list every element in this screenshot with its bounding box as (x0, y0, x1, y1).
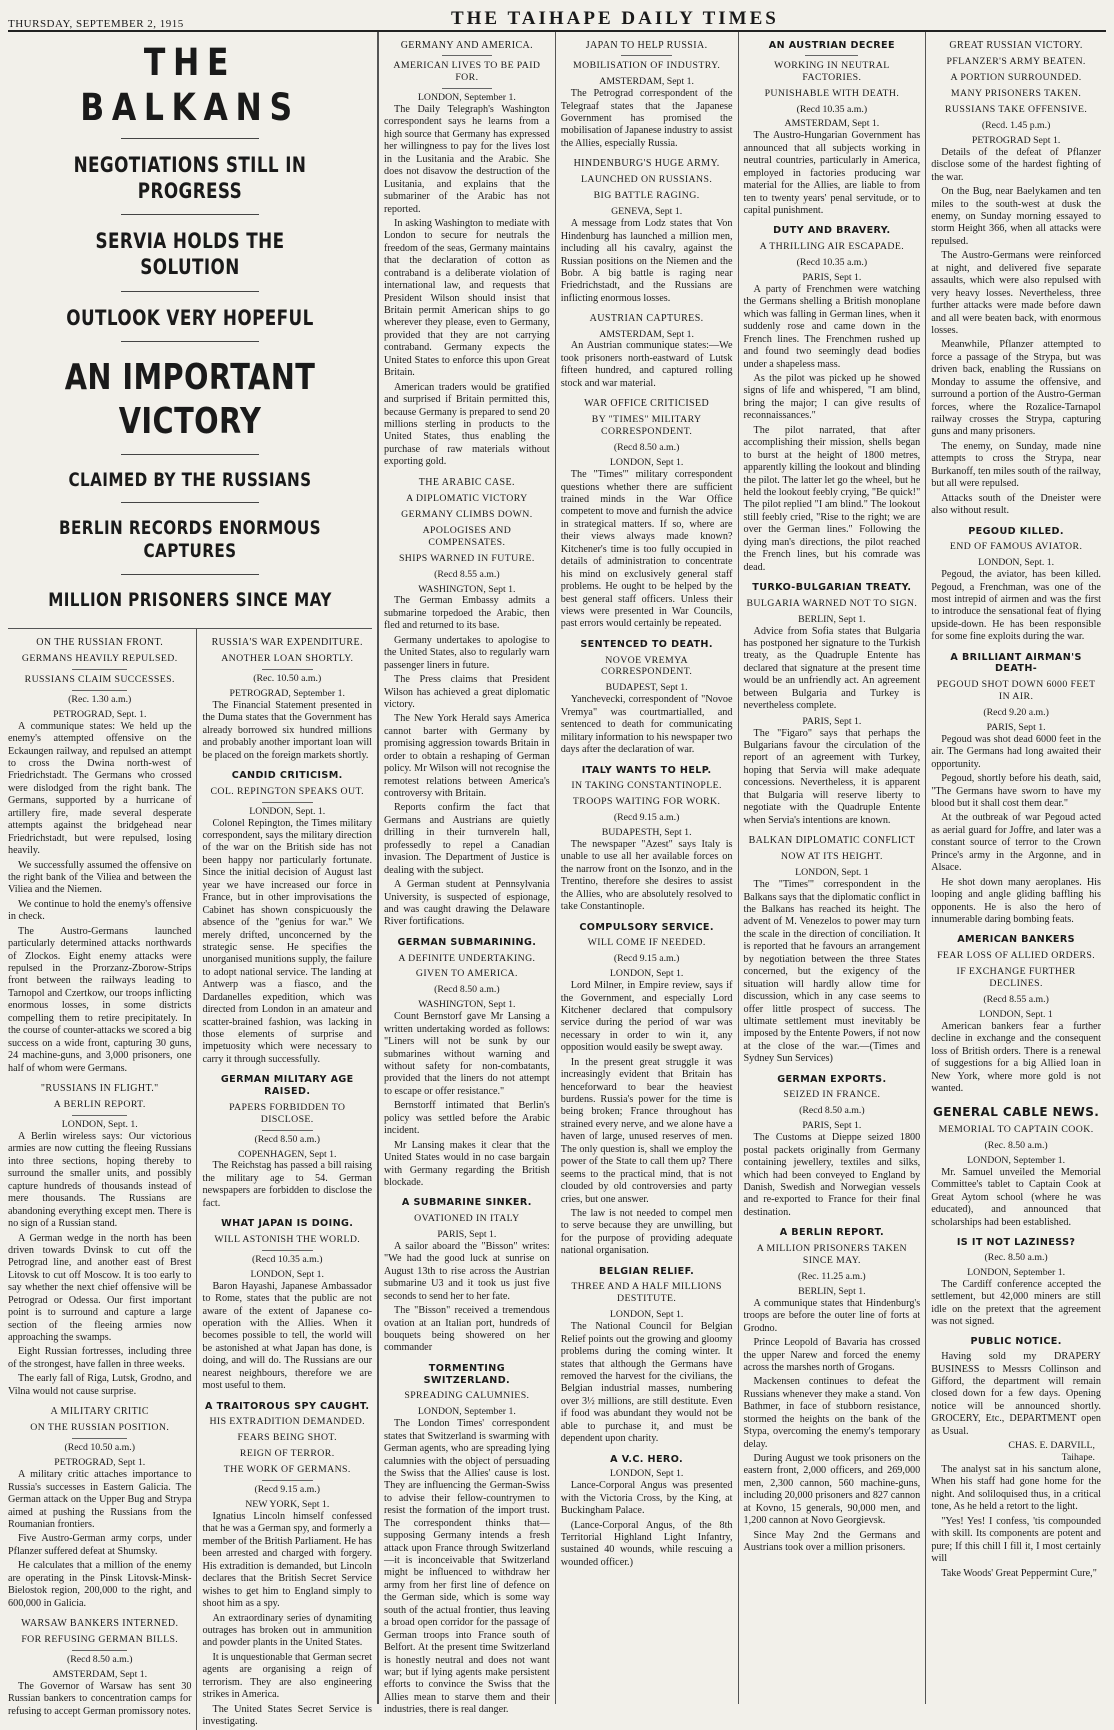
received-time: (Rec. 1.30 a.m.) (68, 693, 132, 705)
paragraph: The Customs at Dieppe seized 1800 postal packets originally from Germany containing jewellery, textiles and silks, which had been conveyed to England by Danish, Swedish and Norwegian vessels and re-exported to France for their final destination. (743, 1132, 921, 1218)
paragraph: We successfully assumed the offensive on the right bank of the Viliea and between the Viliea and the Niemen. (8, 859, 192, 896)
article-subhead: MANY PRISONERS TAKEN. (950, 88, 1082, 100)
paragraph: A party of Frenchmen were watching the Germans shelling a British monoplane which was falling in German lines, when it suddenly rose and came down in the French lines. The Frenchmen rushed up and found two seemingly dead bodies under a shapeless mass. (743, 283, 921, 370)
article-subhead: A THRILLING AIR ESCAPADE. (759, 241, 905, 253)
signature-place: Taihape. (1061, 1452, 1095, 1464)
paragraph: The German Embassy admits a submarine torpedoed the Arabic, then fled and returned to its base. (384, 595, 550, 632)
paragraph: Lance-Corporal Angus was presented with the Victoria Cross, by the King, at Buckingham Palace. (560, 1480, 733, 1517)
article-headline: AN AUSTRIAN DECREE (768, 40, 895, 51)
dateline: LONDON, September 1. (967, 1154, 1066, 1166)
dateline: AMSTERDAM, Sept 1. (784, 118, 880, 130)
banner-claimed: CLAIMED BY THE RUSSIANS (68, 469, 312, 492)
paragraph: The Reichstag has passed a bill raising the military age to 54. German newspapers are forbidden to disclose the fact. (202, 1160, 372, 1209)
dateline: PETROGRAD, September 1. (229, 687, 345, 699)
column-austrian-decree (739, 32, 927, 1704)
paragraph: Prince Leopold of Bavaria has crossed the upper Narew and forced the enemy across the marshes north of Grogans. (743, 1337, 921, 1373)
article-subhead: WILL COME IF NEEDED. (587, 937, 706, 949)
article-headline: GERMAN EXPORTS. (777, 1073, 887, 1085)
article-subhead: WILL ASTONISH THE WORLD. (214, 1233, 361, 1245)
article-headline: GREAT RUSSIAN VICTORY. (949, 40, 1083, 51)
dateline: LONDON, Sept. 1. (61, 1119, 138, 1131)
article-subhead: GERMANY CLIMBS DOWN. (401, 508, 533, 520)
article-subhead: BIG BATTLE RAGING. (593, 190, 700, 202)
paragraph: Advice from Sofia states that Bulgaria has postponed her signature to the Turkish treaty, as the Quadruple Entente has declared that signature at the present time would be an unfriendly act. An agreement between Bulgaria and Turkey is nevertheless complete. (743, 625, 921, 712)
article-headline: ON THE RUSSIAN FRONT. (36, 636, 164, 648)
article-subhead: SHIPS WARNED IN FUTURE. (398, 552, 535, 564)
paragraph: The United States Secret Service is investigating. (202, 1703, 372, 1727)
paragraph: The Petrograd correspondent of the Telegraaf states that the Japanese Government has promised the mobilisation of Japanese industry to assist the Allies, especially Russia. (560, 88, 733, 149)
dateline: PARIS, Sept 1. (802, 715, 862, 727)
article-headline: SENTENCED TO DEATH. (580, 638, 713, 650)
paragraph: A communique states that Hindenburg's troops are before the outer line of forts at Grodno. (743, 1297, 921, 1334)
received-time: (Recd. 1.45 p.m.) (981, 119, 1051, 131)
paragraph: Baron Hayashi, Japanese Ambassador to Rome, states that the public are not aware of the extent of Japanese co-operation with the Allies. When it becomes possible to tell, the world will be astonished at what Japan has done, is doing, and will do. The Russians are our nearest neighbours, therefore we are most useful to them. (202, 1280, 372, 1392)
article-headline: BALKAN DIPLOMATIC CONFLICT (748, 835, 916, 847)
paragraph: The Austro-Germans were reinforced at night, and delivered five separate assaults, which were also repulsed with very heavy losses. Nevertheless, three further attacks were made before dawn and all were beaten back, with enormous losses. (931, 250, 1101, 336)
dateline: LONDON, Sept. 1. (978, 557, 1055, 569)
article-headline: RUSSIA'S WAR EXPENDITURE. (211, 636, 363, 648)
article-headline: AMERICAN BANKERS (957, 934, 1075, 946)
article-headline: THE ARABIC CASE. (418, 476, 515, 488)
dateline: BERLIN, Sept 1. (798, 613, 866, 625)
article-subhead: THREE AND A HALF MILLIONS DESTITUTE. (571, 1281, 722, 1305)
dateline: LONDON, Sept 1. (609, 1309, 684, 1321)
dateline: AMSTERDAM, Sept 1. (52, 1669, 148, 1681)
dateline: LONDON, Sept 1. (609, 968, 684, 980)
paragraph: Mr Lansing makes it clear that the United States would in no case bargain with Germany regarding the British blockade. (384, 1139, 550, 1188)
article-subhead: REIGN OF TERROR. (239, 1448, 335, 1460)
paragraph: Yanchevecki, correspondent of "Novoe Vremya" was courtmartialled, and sentenced to death for communicating military information to his newspaper two days after the declaration of war. (560, 694, 733, 756)
paragraph: Lord Milner, in Empire review, says if the Government, and especially Lord Kitchener declared that compulsory service during the period of war was necessary in order to win it, any opposition would easily be swept away. (560, 980, 733, 1054)
article-headline: WHAT JAPAN IS DOING. (221, 1218, 354, 1230)
article-subhead: SPREADING CALUMNIES. (404, 1390, 530, 1402)
article-subhead: IF EXCHANGE FURTHER DECLINES. (956, 966, 1076, 989)
dateline: LONDON, Sept 1. (609, 1468, 684, 1480)
paragraph: The "Figaro" says that perhaps the Bulgarians favour the circulation of the report of an agreement with Turkey, hoping that Servia will make adequate concessions. Nevertheless, it is apparent that Bulgaria will reserve liberty to negotiate with the Quadruple Entente when Servia's intentions are known. (743, 727, 921, 826)
article-headline: PEGOUD KILLED. (968, 525, 1064, 537)
paragraph: American traders would be gratified and surprised if Britain permitted this, because Germany is prepared to send 20 millions sterling in products to the United States, thus enabling the purchase of raw materials without exporting gold. (384, 381, 550, 468)
paragraph: The newspaper "Azest" says Italy is unable to use all her available forces on the narrow front on the Isonzo, and in the Trentino, therefore she desires to assist the Allies, who are absolutely resolved to take Constantinople. (560, 838, 733, 913)
paragraph: Reports confirm the fact that Germans and Austrians are quietly drilling in their turnvereln hall, professedly to repel a Canadian invasion. The Department of Justice is dealing with the subject. (384, 802, 550, 876)
received-time: (Recd 10.35 a.m.) (796, 257, 868, 269)
paragraph: The pilot narrated, that after accomplishing their mission, shells began to burst at the height of 1800 metres, apparently killing the lookout and blinding the pilot. The latter let go the wheel, but he held the lookout feebly crying, "Be quick!" The pilot replied "I am blind." The lookout still feebly cried, "Rise to the right; we are over the German lines." Following the dying man's directions, the pilot reached the French lines, but his comrade was dead. (743, 424, 921, 573)
article-subhead: NOVOE VREMYA CORRESPONDENT. (601, 654, 693, 678)
article-headline: PUBLIC NOTICE. (970, 1336, 1062, 1348)
paragraph: A military critic attaches importance to Russia's successes in Eastern Galicia. The German attack on the Upper Bug and Strypa aimed at pushing the Russians from the Roumanian frontiers. (8, 1469, 192, 1530)
paragraph: Ignatius Lincoln himself confessed that he was a German spy, and formerly a member of the British Parliament. He has been arrested and charged with forgery. His extradition is demanded, but Lincoln declares that the British Secret Service wishes to get him to England simply to shoot him as a spy. (202, 1511, 372, 1610)
received-time: (Rec. 8.50 a.m.) (984, 1140, 1048, 1151)
paragraph: The enemy, on Sunday, made nine attempts to cross the Strypa, near Burkanoff, ten miles south of the railway, but all were repulsed. (931, 440, 1101, 490)
received-time: (Recd 9.20 a.m.) (983, 706, 1049, 718)
article-subhead: APOLOGISES AND COMPENSATES. (422, 524, 512, 548)
masthead (8, 4, 1106, 32)
paragraph: We continue to hold the enemy's offensive in check. (8, 898, 192, 923)
dateline: PARIS, Sept 1. (986, 721, 1046, 733)
received-time: (Recd 8.50 a.m.) (434, 984, 500, 996)
article-subhead: AMERICAN LIVES TO BE PAID FOR. (393, 60, 541, 84)
paragraph: The Governor of Warsaw has sent 30 Russian bankers to concentration camps for refusing to accept German promissory notes. (8, 1681, 192, 1717)
article-subhead: FOR REFUSING GERMAN BILLS. (21, 1634, 179, 1646)
paragraph: Since May 2nd the Germans and Austrians took over a million prisoners. (743, 1529, 921, 1554)
article-headline: WAR OFFICE CRITICISED (584, 398, 710, 410)
article-subhead: GIVEN TO AMERICA. (415, 968, 518, 980)
article-headline: A BERLIN REPORT. (779, 1227, 885, 1239)
dateline: LONDON, September 1. (967, 1266, 1066, 1278)
article-subhead: NOW AT ITS HEIGHT. (780, 851, 883, 863)
paragraph: "Yes! Yes! I confess, 'tis compounded with skill. Its components are potent and pure; If this chill I fill it, I most certainly will (931, 1515, 1101, 1565)
article-subhead: HIS EXTRADITION DEMANDED. (209, 1416, 366, 1428)
banner-million: MILLION PRISONERS SINCE MAY (48, 588, 332, 611)
paragraph: Five Austro-German army corps, under Pflanzer suffered defeat at Shumsky. (8, 1533, 192, 1557)
dateline: LONDON, Sept 1. (250, 1268, 324, 1280)
paragraph: The London Times' correspondent states that Switzerland is swarming with German agents, who are spreading lying calumnies with the object of persuading the Swiss that the Allies' cause is lost. They are influencing the German-Swiss to advise their fellow-countrymen to resist the formation of the import trust. The correspondent thinks that—supposing Germany intends a fresh attack upon France through Switzerland—it is inconceivable that Switzerland might be influenced to withdraw her army from her first line of defence on the German side, which is some way south of the actual frontier, thus leaving a broad open corridor for the passage of German troops into France south of Belfort. At the present time Switzerland is honestly neutral and does not want war; but if lying agents make persistent efforts to convince the Swiss that the Allies mean to starve them and their industries, there is real danger. (384, 1418, 550, 1716)
article-headline: IS IT NOT LAZINESS? (956, 1237, 1076, 1249)
received-time: (Recd 10.35 a.m.) (796, 103, 868, 115)
received-time: (Recd 8.55 a.m.) (434, 568, 500, 580)
paragraph: In the present great struggle it was increasingly evident that Britain has henceforward to bear the heaviest burdens. Russia's power for the time is being broken; France throughout has strained every nerve, and we alone have a haven of large, unused reserves of men. The only question is, shall we employ the power of the State to call them up? There seems to the practical mind, that is not clouded by old controversies and party cries, but one answer. (560, 1056, 733, 1205)
article-subhead: RUSSIANS TAKE OFFENSIVE. (944, 104, 1088, 115)
article-subhead: A DIPLOMATIC VICTORY (406, 492, 528, 504)
article-subhead: ON THE RUSSIAN POSITION. (30, 1422, 170, 1434)
paper-name: THE TAIHAPE DAILY TIMES (450, 8, 779, 29)
paragraph: The "Bisson" received a tremendous ovation at an Italian port, hundreds of bouquets being showered on her commander (384, 1305, 550, 1354)
received-time: (Recd 8.50 a.m.) (613, 442, 680, 454)
received-time: (Rec. 11.25 a.m.) (798, 1270, 866, 1282)
column-japan-russia (556, 32, 739, 1704)
paragraph: He calculates that a million of the enemy are operating in the Pinsk Litovsk-Minsk-Bielostok region, 200,000 to the right, and 600,000 in Galicia. (8, 1560, 192, 1609)
article-subhead: A BERLIN REPORT. (53, 1099, 146, 1111)
article-headline: WARSAW BANKERS INTERNED. (21, 1618, 179, 1630)
paragraph: Pegoud, the aviator, has been killed. Pegoud, a Frenchman, was one of the most intrepid of airmen and was the first to introduce the sensational feat of flying upside-down. He has been responsible for some fine exploits during the war. (931, 569, 1101, 643)
paragraph: An Austrian communique states:—We took prisoners north-eastward of Lutsk fifteen hundred, and captured rolling stock and war material. (560, 340, 733, 389)
article-headline: GERMAN SUBMARINING. (397, 936, 537, 948)
column-russian-front (8, 629, 197, 1730)
balkans-section (8, 32, 378, 1727)
paragraph: Having sold my DRAPERY BUSINESS to Messrs Collinson and Gifford, the department will remain closed down for a few days. Opening notice will be announced shortly. GROCERY, Etc., DEPARTMENT open as Usual. (931, 1351, 1101, 1437)
paragraph: The Daily Telegraph's Washington correspondent says he learns from a high source that Germany has expressed her willingness to pay for the lives lost in the Lusitania and the Arabic. She does not disavow the destruction of the Lusitania, and explains that the submariner of the Arabic has not reported. (384, 104, 550, 215)
article-subhead: BULGARIA WARNED NOT TO SIGN. (746, 597, 918, 609)
dateline: PETROGRAD, Sept. 1. (53, 708, 147, 720)
dateline: PARIS, Sept 1. (802, 1120, 862, 1132)
article-headline: A TRAITOROUS SPY CAUGHT. (205, 1400, 370, 1412)
paragraph: Count Bernstorf gave Mr Lansing a written undertaking worded as follows: "Liners will not be sunk by our submarines without warning and without safety for non-combatants, provided that the liners do not attempt to escape or offer resistance." (384, 1011, 550, 1097)
dateline: PARIS, Sept 1. (437, 1229, 497, 1241)
article-headline: "RUSSIANS IN FLIGHT." (40, 1082, 159, 1094)
article-headline: COMPULSORY SERVICE. (579, 921, 714, 933)
article-headline: HINDENBURG'S HUGE ARMY. (573, 158, 720, 170)
paragraph: A German wedge in the north has been driven towards Dvinsk to cut off the Petrograd line, and another east of Brest Litovsk to cut off Moscow. It is too early to say whether the next chief offensive will be Petrograd or Odessa. Our first important point is to surround and capture a large section of the fleeing armies now approaching the swamps. (8, 1232, 192, 1344)
article-headline: TORMENTING SWITZERLAND. (423, 1362, 511, 1386)
paragraph: Bernstorff intimated that Berlin's policy was settled before the Arabic incident. (384, 1100, 550, 1137)
dateline: AMSTERDAM, Sept 1. (599, 328, 694, 340)
paragraph: The "Times'" military correspondent questions whether there are sufficient trained minds in the War Office competent to move and furnish the advice in strategical matters. If so, where are their views always made known? Kitchener's time is too fully occupied in details of administration to concentrate his mind on exclusively general staff problems. He ought to be helped by the best general staff officers. Unless their views were presented in War Councils, past errors would certainly be repeated. (560, 469, 733, 630)
dateline: PETROGRAD Sept 1. (971, 134, 1061, 146)
received-time: (Recd 10.50 a.m.) (64, 1442, 135, 1454)
article-headline: BELGIAN RELIEF. (599, 1265, 695, 1277)
article-subhead: MOBILISATION OF INDUSTRY. (572, 60, 721, 72)
received-time: (Recd 8.50 a.m.) (799, 1105, 865, 1117)
received-time: (Recd 9.15 a.m.) (613, 812, 680, 824)
article-headline: GERMAN MILITARY AGE RAISED. (220, 1074, 354, 1098)
paragraph: A German student at Pennsylvania University, is suspected of espionage, and was caught drawing the Delaware River fortifications. (384, 879, 550, 928)
paragraph: The analyst sat in his sanctum alone, When his staff had gone home for the night. And soliloquised thus, in a critical tone, As he held a retort to the light. (931, 1464, 1101, 1513)
paragraph: The Austro-Hungarian Government has announced that all subjects working in neutral countries, particularly in America, employed in factories producing war material for the Allies, are liable to from ten to twenty years' penal servitude, or to capital punishment. (743, 130, 921, 217)
paragraph: The National Council for Belgian Relief points out the growing and gloomy problems during the coming winter. It states that although the Germans have removed the harvest for the civilians, the Belgian industrial masses, numbering over 3½ millions, are still destitute. Even if food was abundant they would not be able to purchase it, and must be dependent upon charity. (560, 1321, 733, 1445)
paragraph: A sailor aboard the "Bisson" writes: "We had the good luck at sunrise on August 13th to rise across the Austrian submarine U3 and it took us just five seconds to send her to her fate. (384, 1240, 550, 1302)
received-time: (Recd 10.35 a.m.) (252, 1253, 323, 1265)
paragraph: In asking Washington to mediate with London to secure for neutrals the freedom of the seas, Germany maintains that the declaration of cotton as contraband is a deliberate violation of international law, and requests that President Wilson should insist that Britain permit American ships to go wherever they please, even to Germany, provided that they are not carrying contraband. Germany expects the United States to enforce this upon Great Britain. (384, 217, 550, 379)
banner-berlin: BERLIN RECORDS ENORMOUS CAPTURES (58, 517, 322, 563)
article-subhead: LAUNCHED ON RUSSIANS. (581, 174, 713, 186)
column-russia-expenditure (197, 629, 372, 1730)
paragraph: On the Bug, near Baelykamen and ten miles to the south-west at dusk the enemy, on Sunday morning essayed to storm Height 366, when all attacks were repulsed. (931, 186, 1101, 247)
column-russian-victory (926, 32, 1106, 1704)
received-time: (Recd 8.55 a.m.) (983, 993, 1049, 1005)
dateline: GENEVA, Sept 1. (611, 206, 683, 218)
paragraph: The Financial Statement presented in the Duma states that the Government has already borrowed six hundred millions and probably another important loan will be placed on the foreign markets shortly. (202, 699, 372, 761)
paragraph: During August we took prisoners on the eastern front, 2,000 officers, and 269,000 men, 2,300 cannon, 560 machine-guns, including 20,000 prisoners and 827 cannon at Kovno, 15 generals, 90,000 men, and 1,200 cannon at Novo Georgievsk. (743, 1453, 921, 1527)
paragraph: Pegoud was shot dead 6000 feet in the air. The Germans had long awaited their opportunity. (931, 733, 1101, 770)
paragraph: The "Times'" correspondent in the Balkans says that the diplomatic conflict in the Balkans has reached its height. The advent of M. Venezelos to power may turn the scale in the direction of conciliation. It is reported that he favours an arrangement by negotiation between the three States concerned, but the exigency of the situation will hardly allow time for discussion, which in any case seems to offer little prospect of success. The ultimate settlement must inevitably be imposed by the Entente Powers, if not now at the close of the war.—(Times and Sydney Sun Services) (743, 879, 921, 1065)
article-headline: A SUBMARINE SINKER. (401, 1197, 532, 1209)
article-headline: CANDID CRITICISM. (231, 769, 343, 781)
paragraph: Pegoud, shortly before his death, said, "The Germans have sworn to have my blood but it shall cost them dear." (931, 773, 1101, 810)
banner-servia: SERVIA HOLDS THE SOLUTION (95, 229, 285, 280)
dateline: BUDAPESTH, Sept 1. (601, 827, 692, 839)
article-headline: GENERAL CABLE NEWS. (933, 1105, 1100, 1120)
issue-date: THURSDAY, SEPTEMBER 2, 1915 (8, 18, 184, 30)
article-subhead: RUSSIANS CLAIM SUCCESSES. (24, 673, 175, 685)
dateline: LONDON, September 1. (417, 1406, 516, 1418)
paragraph: A message from Lodz states that Von Hindenburg has launched a million men, including all his cavalry, against the Russian positions on the Niemen and the Bobr. A big battle is raging near Friedrichstadt, and the Russians are inflicting enormous losses. (560, 218, 733, 304)
article-subhead: A PORTION SURROUNDED. (950, 72, 1082, 84)
article-subhead: PAPERS FORBIDDEN TO DISCLOSE. (229, 1101, 346, 1125)
article-headline: A V.C. HERO. (610, 1453, 684, 1465)
received-time: (Rec. 10.50 a.m.) (253, 672, 322, 684)
paragraph: At the outbreak of war Pegoud acted as aerial guard for Joffre, and later was a constant source of terror to the Crown Prince's army in the Argonne, and in Alsace. (931, 812, 1101, 874)
paragraph: Mackensen continues to defeat the Russians whenever they make a stand. Von Bathmer, in face of stubborn resistance, stormed the heights on the bank of the Stypa, overcoming the enemy's temporary delay. (743, 1376, 921, 1450)
article-subhead: MEMORIAL TO CAPTAIN COOK. (938, 1124, 1094, 1136)
received-time: (Recd 9.15 a.m.) (613, 953, 680, 965)
paragraph: Mr. Samuel unveiled the Memorial Committee's tablet to Captain Cook at Great Aytom school (where he was educated), and announced that scholarships had been established. (931, 1166, 1101, 1228)
signature: CHAS. E. DARVILL, (1008, 1440, 1095, 1452)
dateline: AMSTERDAM, Sept 1. (599, 76, 694, 88)
article-headline: JAPAN TO HELP RUSSIA. (585, 40, 708, 51)
paragraph: It is unquestionable that German secret agents are organising a reign of terrorism. They are also engineering strikes in America. (202, 1651, 372, 1701)
dateline: WASHINGTON, Sept 1. (418, 583, 516, 595)
article-headline: A MILITARY CRITIC (50, 1406, 149, 1418)
article-subhead: GERMANS HEAVILY REPULSED. (21, 652, 178, 664)
article-subhead: COL. REPINGTON SPEAKS OUT. (210, 785, 364, 797)
paragraph: Details of the defeat of Pflanzer disclose some of the hardest fighting of the war. (931, 146, 1101, 183)
article-subhead: PFLANZER'S ARMY BEATEN. (946, 56, 1086, 68)
dateline: LONDON, Sept. 1 (979, 1008, 1053, 1020)
paragraph: The law is not needed to compel men to serve because they are unwilling, but for the purpose of providing adequate national organisation. (560, 1207, 733, 1257)
paragraph: The New York Herald says America cannot barter with Germany by promising aggression towards Britain in order to obtain a reshaping of German policy. Mr Wilson will not recognise the remotest relations between America's controversy with Britain. (384, 713, 550, 799)
paragraph: A Berlin wireless says: Our victorious armies are now cutting the fleeing Russians into three sections, hoping thereby to surround the smaller units, and possibly capture hundreds of thousands instead of mere thousands. The Russians are abandoning everything except men. There is no sign of a Russian stand. (8, 1131, 192, 1230)
article-subhead: SEIZED IN FRANCE. (783, 1089, 881, 1101)
article-headline: DUTY AND BRAVERY. (773, 225, 891, 237)
paragraph: A communique states: We held up the enemy's attempted offensive on the Eckaungen railway, and repulsed an attempt to cross the Dwina north-west of Friedrichstadt. The Germans who crossed were dislodged from the right bank. The Germans, supported by a hurricane of artillery fire, made several desperate attempts against the bridgehead near Friedrichstadt, but were repulsed, losing heavily. (8, 720, 192, 857)
dateline: BUDAPEST, Sept 1. (605, 682, 688, 694)
article-subhead: A DEFINITE UNDERTAKING. (398, 952, 536, 964)
dateline: LONDON, Sept. 1. (249, 805, 326, 817)
banner-negotiations: NEGOTIATIONS STILL IN PROGRESS (73, 153, 307, 203)
article-subhead: PEGOUD SHOT DOWN 6000 FEET IN AIR. (936, 679, 1096, 703)
dateline: PARIS, Sept 1. (802, 272, 862, 284)
paragraph: An extraordinary series of dynamiting outrages has broken out in ammunition and powder plants in the United States. (202, 1612, 372, 1649)
received-time: (Recd 9.15 a.m.) (254, 1484, 321, 1496)
received-time: (Recd 8.50 a.m.) (254, 1133, 321, 1145)
paragraph: The early fall of Riga, Lutsk, Grodno, and Vilna would not cause surprise. (8, 1373, 192, 1397)
paragraph: He shot down many aeroplanes. His looping and angle gliding baffling his opponents. He is also the hero of innumerable daring bombing feats. (931, 876, 1101, 925)
article-headline: TURKO-BULGARIAN TREATY. (752, 582, 912, 594)
article-subhead: BY "TIMES" MILITARY CORRESPONDENT. (591, 414, 702, 438)
dateline: WASHINGTON, Sept 1. (418, 999, 516, 1011)
paragraph: Germany undertakes to apologise to the United States, also to regularly warn passenger liners in future. (384, 634, 550, 671)
paragraph: Attacks south of the Dneister were also without result. (931, 492, 1101, 517)
dateline: BERLIN, Sept 1. (798, 1285, 866, 1297)
paragraph: As the pilot was picked up he showed signs of life and whispered, "I am blind, bring the major; I can give results of reconnaissances." (743, 373, 921, 422)
article-subhead: ANOTHER LOAN SHORTLY. (221, 652, 354, 664)
article-subhead: END OF FAMOUS AVIATOR. (949, 541, 1083, 553)
paragraph: Meanwhile, Pflanzer attempted to force a passage of the Strypa, but was driven back, enabling the Russians on Monday to assume the offensive, and surround a portion of the Austro-German forces, where the Rozalice-Tarnapol railway crosses the Strypa, capturing guns and many prisoners. (931, 339, 1101, 438)
banner-outlook: OUTLOOK VERY HOPEFUL (66, 305, 314, 330)
paragraph: The Austro-Germans launched particularly determined attacks northwards of Zlockos. Eight enemy attacks were repulsed in the Prorzanz-Zborow-Strips front between the railways leading to Tarnopol and Czertkow, our troops inflicting enormous losses, in some districts compelling them to retire precipitately. In the course of counter-attacks we scored a big success on a wide front, capturing 30 guns, 24 machine-guns, and 3,000 prisoners, one half of whom were Germans. (8, 925, 192, 1074)
received-time: (Rec. 8.50 a.m.) (984, 1251, 1048, 1263)
article-subhead: WORKING IN NEUTRAL FACTORIES. (774, 59, 890, 83)
headline-balkans: THE BALKANS (80, 41, 300, 130)
article-headline: GERMANY AND AMERICA. (400, 40, 534, 51)
paragraph: Take Woods' Great Peppermint Cure," (941, 1567, 1097, 1579)
received-time: (Recd 8.50 a.m.) (66, 1654, 133, 1666)
paragraph: The Cardiff conference accepted the settlement, but 42,000 miners are still idle on the pretext that the agreement was not signed. (931, 1278, 1101, 1327)
article-subhead: OVATIONED IN ITALY (414, 1213, 520, 1225)
article-subhead: TROOPS WAITING FOR WORK. (572, 796, 721, 808)
article-headline: A BRILLIANT AIRMAN'S DEATH- (950, 651, 1082, 675)
column-germany-america (378, 32, 556, 1716)
banner-victory: AN IMPORTANT VICTORY (64, 357, 316, 443)
article-subhead: THE WORK OF GERMANS. (223, 1464, 351, 1476)
dateline: LONDON, September 1. (417, 92, 516, 104)
article-subhead: PUNISHABLE WITH DEATH. (764, 87, 900, 99)
article-headline: ITALY WANTS TO HELP. (581, 764, 712, 776)
paragraph: The Press claims that President Wilson has achieved a great diplomatic victory. (384, 674, 550, 710)
dateline: LONDON, Sept 1. (609, 457, 684, 469)
dateline: PETROGRAD, Sept 1. (54, 1457, 146, 1469)
article-subhead: FEARS BEING SHOT. (237, 1432, 337, 1444)
paragraph: (Lance-Corporal Angus, of the 8th Territorial Highland Light Infantry, sustained 40 wounds, while rescuing a wounded officer.) (560, 1519, 733, 1568)
paragraph: American bankers fear a further decline in exchange and the consequent loss of British orders. There is a renewal of suggestions for a big Allied loan in New York, where more gold is not wanted. (931, 1020, 1101, 1094)
dateline: LONDON, Sept. 1 (795, 867, 869, 879)
paragraph: Colonel Repington, the Times military correspondent, says the military direction of the war on the British side has not been happy nor particularly fortunate. Since the initial decision of August last year we have increased our force in France, but in other improvisations the Cabinet has shown conspicuously the absence of the "genius for war." We merely drifted, unconcerned by the strategic sense. He specifies the unorganised munitions supply, the failure to adopt national service. The landing at Antwerp was a fiasco, and the Dardanelles expedition, which was directed from London in an amateur and scatter-brained fashion, was lacking in those elements of surprise and impetuosity which were necessary to carry it through successfully. (202, 817, 372, 1065)
paragraph: Eight Russian fortresses, including three of the strongest, have fallen in three weeks. (8, 1346, 192, 1370)
article-subhead: IN TAKING CONSTANTINOPLE. (571, 780, 722, 792)
dateline: NEW YORK, Sept 1. (245, 1499, 330, 1511)
article-subhead: A MILLION PRISONERS TAKEN SINCE MAY. (756, 1243, 907, 1266)
dateline: COPENHAGEN, Sept 1. (237, 1148, 337, 1160)
article-subhead: FEAR LOSS OF ALLIED ORDERS. (937, 950, 1096, 962)
article-headline: AUSTRIAN CAPTURES. (589, 313, 704, 325)
